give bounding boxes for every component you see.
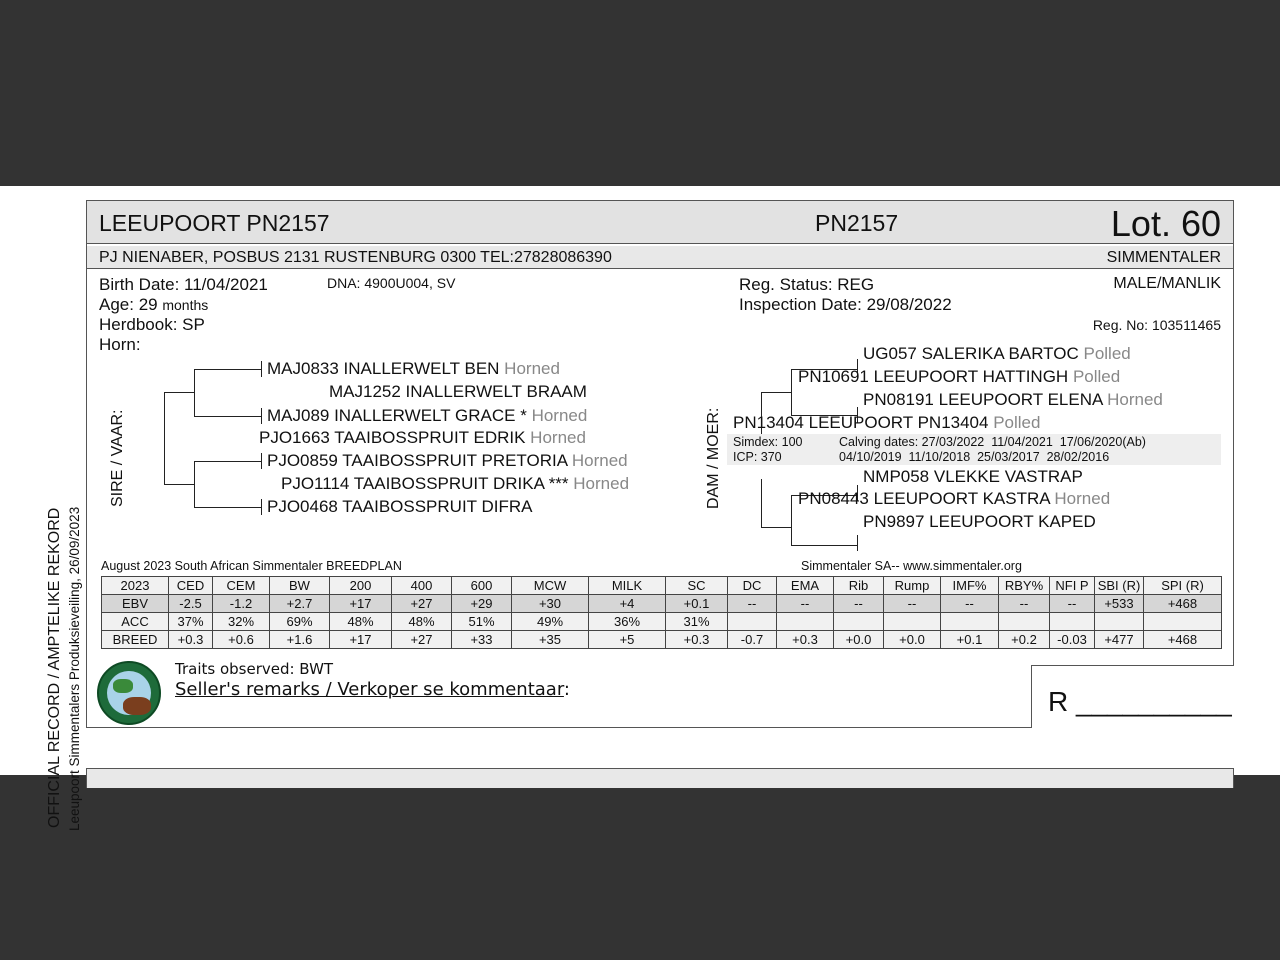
- breedplan-cell: 31%: [666, 613, 728, 631]
- breed: SIMMENTALER: [1106, 249, 1221, 266]
- document-page: [0, 186, 1280, 831]
- breedplan-cell: +29: [452, 595, 512, 613]
- breedplan-cell: BW: [270, 577, 330, 595]
- inspection-date: Inspection Date: 29/08/2022: [739, 295, 952, 314]
- breedplan-cell: +477: [1095, 631, 1144, 649]
- breedplan-cell: +27: [392, 595, 452, 613]
- breedplan-cell: 36%: [589, 613, 666, 631]
- breedplan-cell: SPI (R): [1144, 577, 1222, 595]
- breedplan-cell: [1050, 613, 1095, 631]
- breedplan-cell: MCW: [512, 577, 589, 595]
- age: Age: 29: [99, 295, 158, 314]
- herdbook: Herdbook: SP: [99, 315, 205, 334]
- reg-no: Reg. No: 103511465: [1092, 317, 1221, 333]
- breedplan-cell: CEM: [213, 577, 270, 595]
- breedplan-cell: 200: [330, 577, 392, 595]
- breedplan-row-acc: [102, 613, 1222, 631]
- breedplan-cell: +30: [512, 595, 589, 613]
- icp: ICP: 370: [733, 450, 782, 464]
- breedplan-cell: +468: [1144, 631, 1222, 649]
- age-line: [99, 295, 208, 315]
- sellers-remarks-colon: :: [563, 679, 570, 700]
- sire-pedigree-item: PJO1663 TAAIBOSSPRUIT EDRIK Horned: [259, 428, 586, 447]
- animal-id: PN2157: [815, 210, 899, 236]
- breedplan-cell: 69%: [270, 613, 330, 631]
- breedplan-cell: NFI P: [1050, 577, 1095, 595]
- breedplan-cell: +0.0: [884, 631, 941, 649]
- breedplan-cell: CED: [169, 577, 213, 595]
- dam-pedigree-item: PN08443 LEEUPOORT KASTRA Horned: [798, 489, 1111, 508]
- breedplan-cell: -0.7: [728, 631, 777, 649]
- breedplan-row-headers: [102, 577, 1222, 595]
- sire-pedigree-item: MAJ0833 INALLERWELT BEN Horned: [267, 359, 560, 378]
- lot-card: [86, 200, 1234, 728]
- breedplan-cell: +33: [452, 631, 512, 649]
- breedplan-source: Simmentaler SA-- www.simmentaler.org: [801, 559, 1022, 573]
- calving-dates-cont: 04/10/2019 11/10/2018 25/03/2017 28/02/2016: [839, 450, 1110, 464]
- breedplan-cell: 37%: [169, 613, 213, 631]
- breedplan-cell: --: [999, 595, 1050, 613]
- breedplan-cell: 400: [392, 577, 452, 595]
- sire-pedigree-item: PJO0468 TAAIBOSSPRUIT DIFRA: [267, 497, 533, 516]
- sire-label: SIRE / VAAR:: [109, 409, 126, 507]
- simmentaler-logo: [97, 661, 161, 725]
- breedplan-cell: +5: [589, 631, 666, 649]
- breedplan-cell: [834, 613, 884, 631]
- breedplan-cell: SC: [666, 577, 728, 595]
- sire-pedigree-item: PJO0859 TAAIBOSSPRUIT PRETORIA Horned: [267, 451, 628, 470]
- breedplan-cell: Rib: [834, 577, 884, 595]
- owner-address: PJ NIENABER, POSBUS 2131 RUSTENBURG 0300 TEL:27828086390: [99, 249, 612, 266]
- breedplan-cell: MILK: [589, 577, 666, 595]
- calving-dates: Calving dates: 27/03/2022 11/04/2021 17/06/2020(Ab): [839, 435, 1146, 449]
- breedplan-cell: BREED: [102, 631, 169, 649]
- breedplan-row-breed: [102, 631, 1222, 649]
- breedplan-row-ebv: [102, 595, 1222, 613]
- breedplan-cell: [1095, 613, 1144, 631]
- dam-pedigree-item: PN08191 LEEUPOORT ELENA Horned: [863, 390, 1163, 409]
- age-unit: months: [162, 297, 209, 313]
- breedplan-cell: --: [884, 595, 941, 613]
- horn: Horn:: [99, 335, 141, 354]
- sire-pedigree-item: MAJ1252 INALLERWELT BRAAM: [329, 382, 587, 401]
- breedplan-cell: 48%: [392, 613, 452, 631]
- breedplan-cell: +0.0: [834, 631, 884, 649]
- owner-bar: [87, 246, 1233, 269]
- breedplan-cell: +2.7: [270, 595, 330, 613]
- breedplan-cell: +17: [330, 595, 392, 613]
- sale-label: Leeupoort Simmentalers Produksieveiling, 26/09/2023: [67, 506, 82, 831]
- lot-number: Lot. 60: [1110, 203, 1221, 244]
- sex: MALE/MANLIK: [1113, 275, 1221, 292]
- breedplan-cell: +4: [589, 595, 666, 613]
- breedplan-cell: +27: [392, 631, 452, 649]
- breedplan-cell: ACC: [102, 613, 169, 631]
- breedplan-title: August 2023 South African Simmentaler BREEDPLAN: [101, 559, 402, 573]
- sellers-remarks-label: Seller's remarks / Verkoper se kommentaar: [175, 679, 564, 700]
- official-record-label: OFFICIAL RECORD / AMPTELIKE REKORD: [46, 507, 63, 828]
- breedplan-cell: +0.6: [213, 631, 270, 649]
- breedplan-cell: [884, 613, 941, 631]
- breedplan-cell: 2023: [102, 577, 169, 595]
- breedplan-cell: +1.6: [270, 631, 330, 649]
- sire-pedigree-item: MAJ089 INALLERWELT GRACE * Horned: [267, 406, 588, 425]
- breedplan-cell: [999, 613, 1050, 631]
- dam-calving-box: [727, 434, 1221, 465]
- breedplan-cell: 49%: [512, 613, 589, 631]
- breedplan-table: [101, 576, 1222, 649]
- breedplan-cell: [777, 613, 834, 631]
- breedplan-cell: +533: [1095, 595, 1144, 613]
- breedplan-cell: Rump: [884, 577, 941, 595]
- breedplan-cell: 48%: [330, 613, 392, 631]
- next-lot-card: [86, 768, 1234, 788]
- breedplan-cell: [1144, 613, 1222, 631]
- breedplan-cell: +0.1: [666, 595, 728, 613]
- price-box[interactable]: [1031, 665, 1234, 728]
- breedplan-cell: --: [728, 595, 777, 613]
- breedplan-cell: -2.5: [169, 595, 213, 613]
- breedplan-cell: --: [777, 595, 834, 613]
- reg-status: Reg. Status: REG: [739, 275, 875, 294]
- sire-pedigree-item: PJO1114 TAAIBOSSPRUIT DRIKA *** Horned: [281, 474, 630, 493]
- price-field[interactable]: R __________: [1048, 686, 1232, 717]
- breedplan-cell: +17: [330, 631, 392, 649]
- dam-label: DAM / MOER:: [705, 407, 722, 509]
- breedplan-cell: 51%: [452, 613, 512, 631]
- breedplan-cell: EMA: [777, 577, 834, 595]
- dam-pedigree-item: PN13404 LEEUPOORT PN13404 Polled: [733, 413, 1041, 432]
- breedplan-cell: +468: [1144, 595, 1222, 613]
- breedplan-cell: SBI (R): [1095, 577, 1144, 595]
- breedplan-cell: +0.3: [777, 631, 834, 649]
- breedplan-cell: 600: [452, 577, 512, 595]
- simdex: Simdex: 100: [733, 435, 803, 449]
- breedplan-cell: +0.1: [941, 631, 999, 649]
- animal-name: LEEUPOORT PN2157: [99, 210, 330, 236]
- breedplan-cell: +0.2: [999, 631, 1050, 649]
- dna: DNA: 4900U004, SV: [327, 275, 456, 291]
- breedplan-cell: EBV: [102, 595, 169, 613]
- breedplan-cell: --: [941, 595, 999, 613]
- dam-pedigree-item: NMP058 VLEKKE VASTRAP: [863, 467, 1083, 486]
- dam-pedigree-item: UG057 SALERIKA BARTOC Polled: [863, 344, 1131, 363]
- breedplan-cell: --: [834, 595, 884, 613]
- header-bar: [87, 201, 1233, 244]
- breedplan-cell: +0.3: [169, 631, 213, 649]
- breedplan-cell: -0.03: [1050, 631, 1095, 649]
- breedplan-cell: DC: [728, 577, 777, 595]
- dam-pedigree-item: PN9897 LEEUPOORT KAPED: [863, 512, 1096, 531]
- breedplan-cell: [728, 613, 777, 631]
- breedplan-cell: --: [1050, 595, 1095, 613]
- breedplan-cell: IMF%: [941, 577, 999, 595]
- dam-pedigree-item: PN10691 LEEUPOORT HATTINGH Polled: [798, 367, 1121, 386]
- breedplan-cell: RBY%: [999, 577, 1050, 595]
- traits-observed: Traits observed: BWT: [175, 660, 334, 678]
- breedplan-cell: 32%: [213, 613, 270, 631]
- breedplan-cell: [941, 613, 999, 631]
- breedplan-cell: +0.3: [666, 631, 728, 649]
- breedplan-cell: -1.2: [213, 595, 270, 613]
- birth-date: Birth Date: 11/04/2021: [99, 275, 268, 294]
- sellers-remarks: [175, 679, 570, 700]
- breedplan-cell: +35: [512, 631, 589, 649]
